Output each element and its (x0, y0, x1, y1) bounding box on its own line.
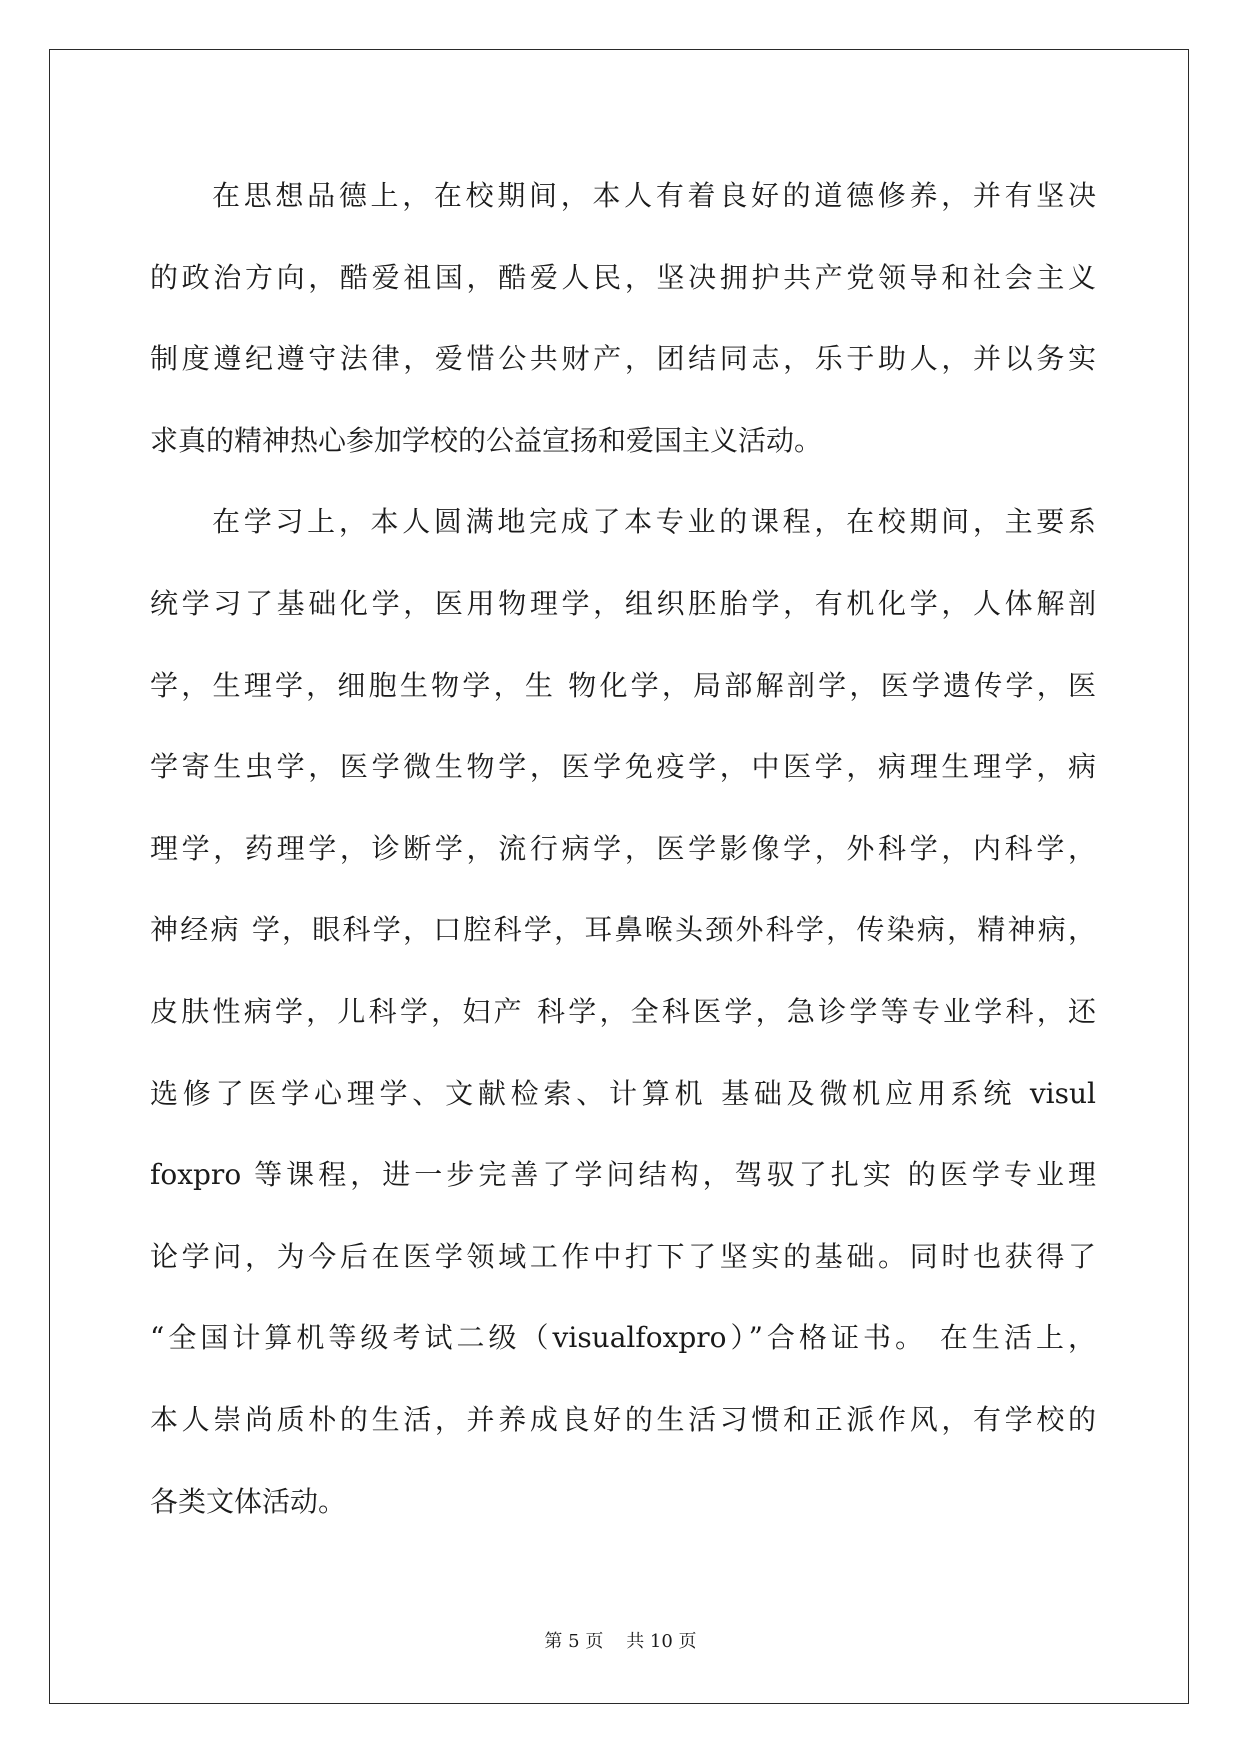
document-body (150, 155, 1096, 1542)
paragraph-2-line-10: 论学问，为今后在医学领域工作中打下了坚实的基础。同时也获得了 (150, 1239, 1096, 1273)
paragraph-1-line-3: 制度遵纪遵守法律，爱惜公共财产，团结同志，乐于助人，并以务实 (150, 342, 1096, 376)
paragraph-2-line-13: 各类文体活动。 (150, 1484, 347, 1518)
paragraph-2-line-1: 在学习上，本人圆满地完成了本专业的课程，在校期间，主要系 (212, 505, 1096, 539)
paragraph-2-line-9: foxpro 等课程，进一步完善了学问结构，驾驭了扎实 的医学专业理 (150, 1158, 1096, 1192)
paragraph-2-line-3: 学，生理学，细胞生物学，生 物化学，局部解剖学，医学遗传学，医 (150, 668, 1096, 702)
paragraph-2-line-11: “全国计算机等级考试二级（visualfoxpro）”合格证书。 在生活上， (150, 1321, 1096, 1355)
paragraph-1-line-4: 求真的精神热心参加学校的公益宣扬和爱国主义活动。 (150, 423, 823, 457)
paragraph-1-line-2: 的政治方向，酷爱祖国，酷爱人民，坚决拥护共产党领导和社会主义 (150, 260, 1096, 294)
paragraph-2-line-5: 理学，药理学，诊断学，流行病学，医学影像学，外科学，内科学， (150, 831, 1096, 865)
paragraph-2-line-2: 统学习了基础化学，医用物理学，组织胚胎学，有机化学，人体解剖 (150, 586, 1096, 620)
paragraph-2-line-4: 学寄生虫学，医学微生物学，医学免疫学，中医学，病理生理学，病 (150, 750, 1096, 784)
paragraph-2-line-7: 皮肤性病学，儿科学，妇产 科学，全科医学，急诊学等专业学科，还 (150, 994, 1096, 1028)
paragraph-2-line-12: 本人崇尚质朴的生活，并养成良好的生活习惯和正派作风，有学校的 (150, 1402, 1096, 1436)
page-number-footer: 第 5 页 共 10 页 (544, 1631, 697, 1652)
paragraph-1-line-1: 在思想品德上，在校期间，本人有着良好的道德修养，并有坚决 (212, 179, 1096, 212)
paragraph-2-line-6: 神经病 学，眼科学，口腔科学，耳鼻喉头颈外科学，传染病，精神病， (150, 913, 1096, 947)
paragraph-2-line-8: 选修了医学心理学、文献检索、计算机 基础及微机应用系统 visul (150, 1076, 1096, 1110)
